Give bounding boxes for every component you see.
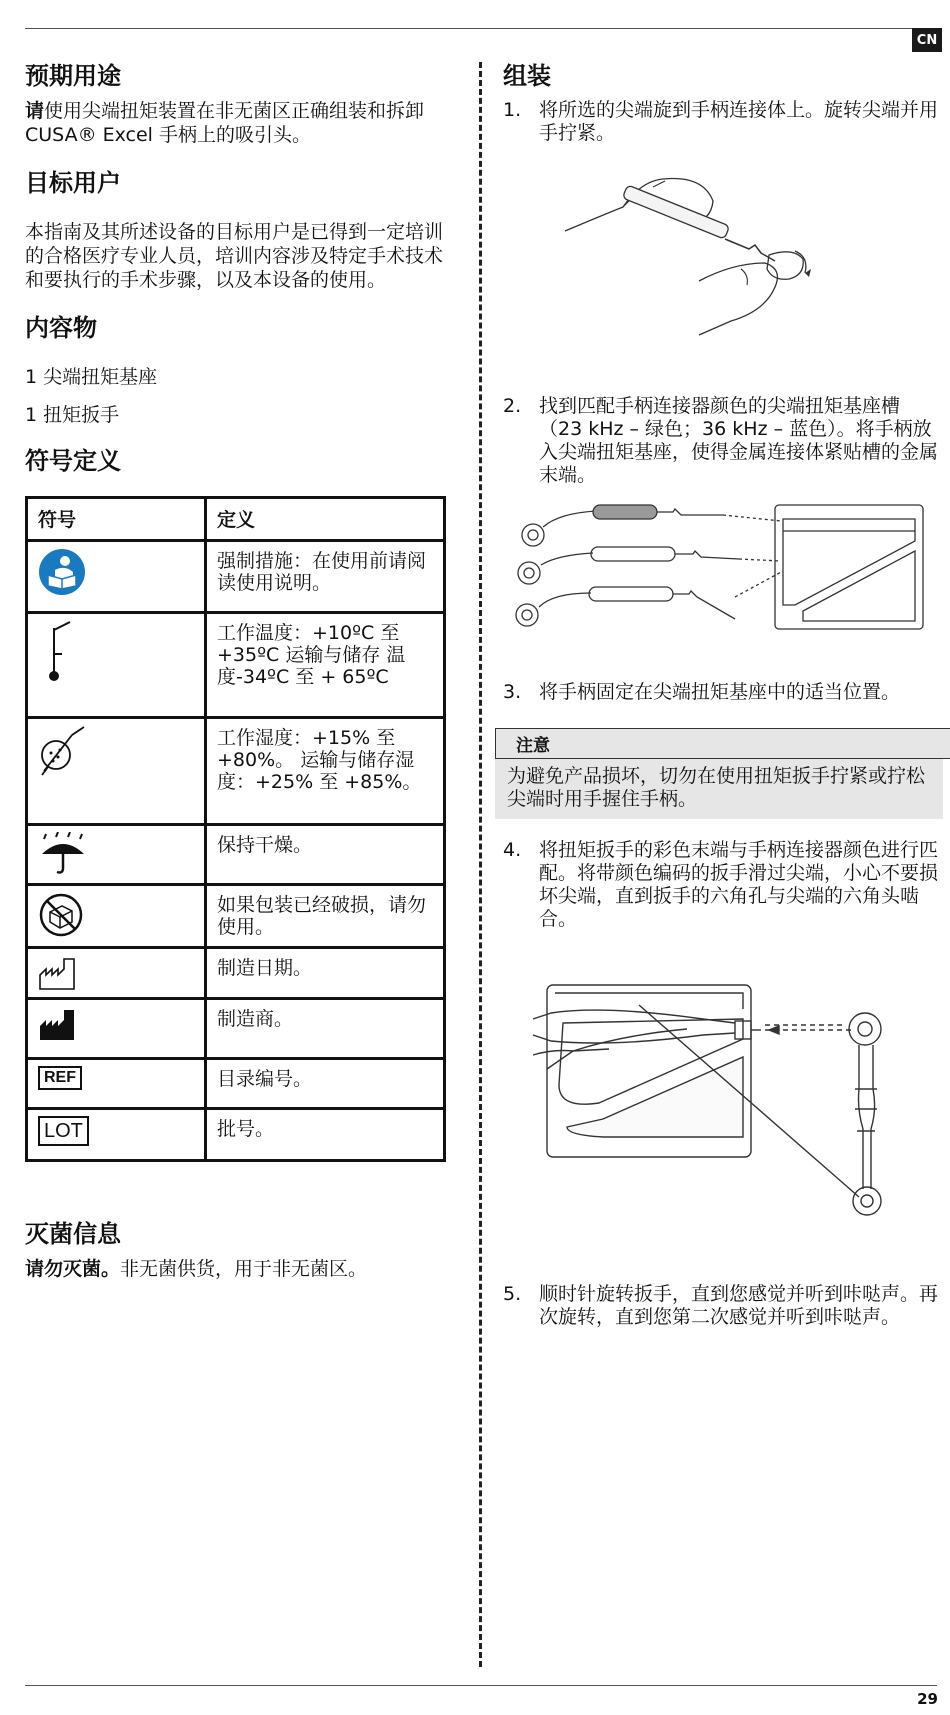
left-column xyxy=(25,56,445,1281)
column-divider xyxy=(479,62,482,1667)
table-row xyxy=(27,999,445,1059)
read-instructions-icon xyxy=(38,548,86,596)
table-row xyxy=(27,541,445,613)
notice-title: 注意 xyxy=(495,728,950,759)
handpiece-in-torque-base-illustration xyxy=(503,501,943,651)
symbol-definition: 保持干燥。 xyxy=(206,825,445,885)
step-text: 将所选的尖端旋到手柄连接体上。旋转尖端并用手拧紧。 xyxy=(539,99,939,144)
assembly-step xyxy=(503,395,943,487)
hand-tightening-tip-illustration xyxy=(503,151,943,351)
target-users-title: 目标用户 xyxy=(25,169,121,197)
symbols-title: 符号定义 xyxy=(25,447,121,475)
temperature-limit-icon xyxy=(38,620,78,688)
top-rule xyxy=(25,28,937,29)
step-number: 2. xyxy=(503,395,522,417)
step-number: 1. xyxy=(503,99,522,121)
contents-item: 1 尖端扭矩基座 xyxy=(25,366,158,388)
contents-list xyxy=(25,365,445,427)
intended-use-emphasis: 请 xyxy=(25,100,45,122)
intended-use-body: 使用尖端扭矩装置在非无菌区正确组装和拆卸 CUSA® Excel 手柄上的吸引头。 xyxy=(25,100,425,146)
contents-title: 内容物 xyxy=(25,314,97,342)
symbols-table-header xyxy=(27,498,445,541)
symbol-definition: 工作温度：+10ºC 至 +35ºC 运输与储存 温度-34ºC 至 + 65ºC xyxy=(206,613,445,718)
symbol-definition: 制造商。 xyxy=(206,999,445,1059)
step-number: 5. xyxy=(503,1283,522,1305)
table-row xyxy=(27,948,445,999)
assembly-step xyxy=(503,1283,943,1329)
lot-icon: LOT xyxy=(38,1116,89,1146)
do-not-use-if-damaged-icon xyxy=(38,892,84,938)
symbol-definition: 工作湿度：+15% 至 +80%。 运输与储存湿 度：+25% 至 +85%。 xyxy=(206,718,445,825)
step-number: 4. xyxy=(503,839,522,861)
sterilization-body: 非无菌供货，用于非无菌区。 xyxy=(120,1258,368,1280)
notice-box xyxy=(503,728,943,819)
table-row xyxy=(27,718,445,825)
table-row xyxy=(27,885,445,948)
definition-column-header: 定义 xyxy=(206,498,445,541)
torque-wrench-on-tip-illustration xyxy=(503,969,943,1229)
step-text: 将扭矩扳手的彩色末端与手柄连接器颜色进行匹配。将带颜色编码的扳手滑过尖端，小心不要损坏尖端，直到扳手的六角孔与尖端的六角头啮合。 xyxy=(539,839,939,930)
manufacturer-icon xyxy=(38,1006,78,1042)
table-row xyxy=(27,1109,445,1161)
assembly-step xyxy=(503,99,943,145)
table-row xyxy=(27,1059,445,1109)
symbol-definition: 批号。 xyxy=(206,1109,445,1161)
intended-use-title: 预期用途 xyxy=(25,62,121,90)
symbols-table xyxy=(25,496,446,1162)
assembly-step xyxy=(503,839,943,931)
sterilization-title: 灭菌信息 xyxy=(25,1220,121,1248)
assembly-step xyxy=(503,681,943,704)
ref-icon: REF xyxy=(38,1066,82,1090)
step-text: 将手柄固定在尖端扭矩基座中的适当位置。 xyxy=(539,681,901,703)
intended-use-text xyxy=(25,99,445,147)
symbol-definition: 制造日期。 xyxy=(206,948,445,999)
symbol-definition: 如果包装已经破损，请勿使用。 xyxy=(206,885,445,948)
notice-body: 为避免产品损坏，切勿在使用扭矩扳手拧紧或拧松尖端时用手握住手柄。 xyxy=(495,759,943,819)
assembly-title: 组装 xyxy=(503,62,551,90)
table-row xyxy=(27,613,445,718)
contents-item: 1 扭矩扳手 xyxy=(25,404,120,426)
keep-dry-icon xyxy=(38,832,88,876)
bottom-rule xyxy=(25,1685,937,1686)
symbol-definition: 强制措施：在使用前请阅读使用说明。 xyxy=(206,541,445,613)
humidity-limit-icon xyxy=(38,725,88,783)
target-users-body: 本指南及其所述设备的目标用户是已得到一定培训的合格医疗专业人员，培训内容涉及特定手术技术和要执行的手术步骤，以及本设备的使用。 xyxy=(25,221,444,291)
step-text: 顺时针旋转扳手，直到您感觉并听到咔哒声。再次旋转，直到您第二次感觉并听到咔哒声。 xyxy=(539,1283,939,1328)
sterilization-text xyxy=(25,1257,445,1281)
symbol-definition: 目录编号。 xyxy=(206,1059,445,1109)
step-number: 3. xyxy=(503,681,522,703)
sterilization-emphasis: 请勿灭菌。 xyxy=(25,1258,121,1280)
date-of-manufacture-icon xyxy=(38,955,78,991)
language-badge: CN xyxy=(912,28,942,52)
page-number: 29 xyxy=(917,1690,938,1708)
symbol-column-header: 符号 xyxy=(27,498,206,541)
step-text: 找到匹配手柄连接器颜色的尖端扭矩基座槽（23 kHz – 绿色；36 kHz – 蓝色）。将手柄放入尖端扭矩基座，使得金属连接体紧贴槽的金属末端。 xyxy=(539,395,939,486)
table-row xyxy=(27,825,445,885)
right-column xyxy=(503,56,943,1329)
